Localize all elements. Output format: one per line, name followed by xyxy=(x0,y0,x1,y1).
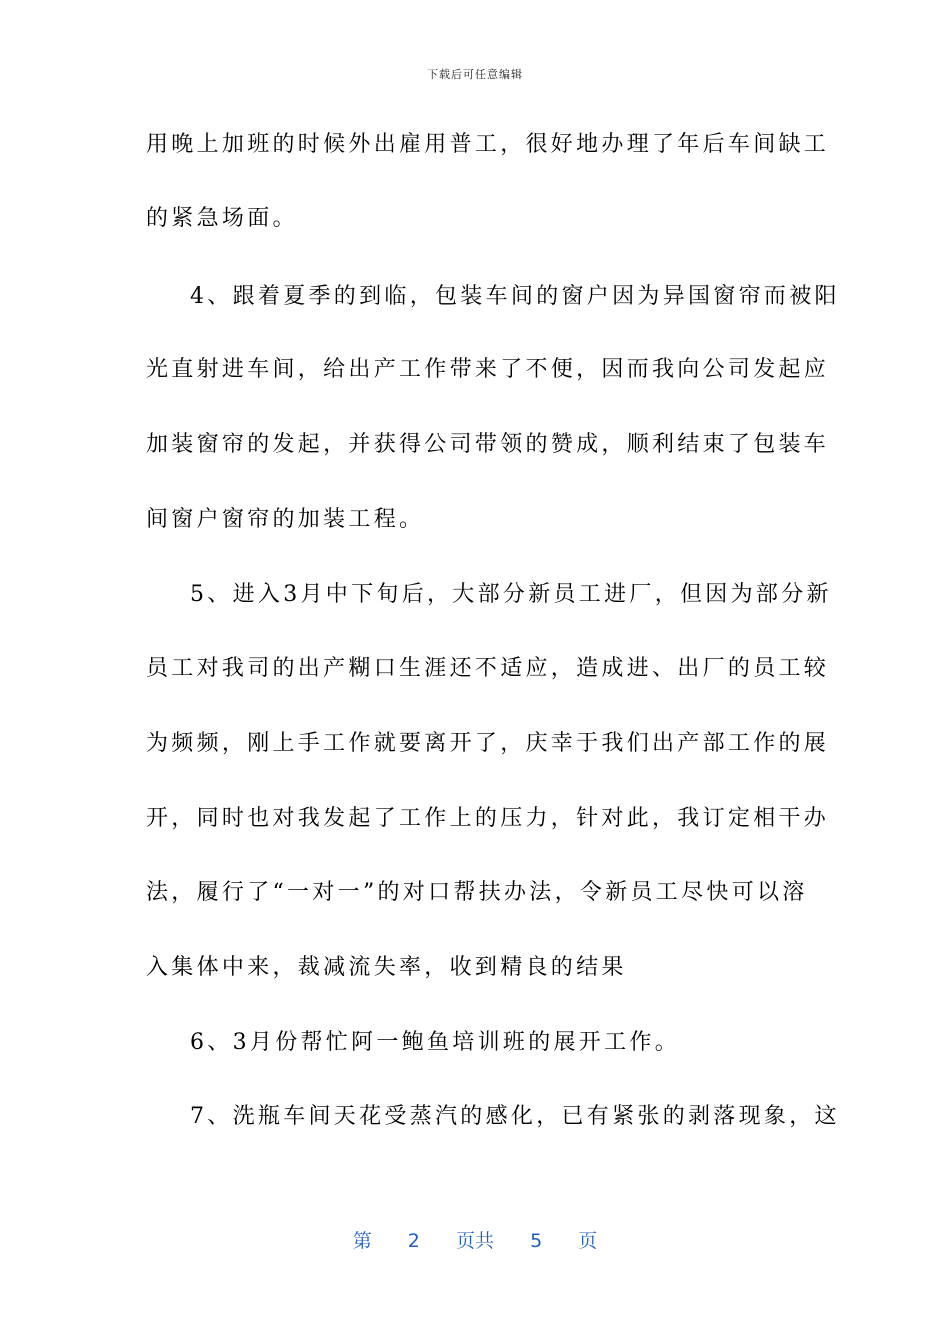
page-header: 下载后可任意编辑 xyxy=(427,68,523,81)
body-line: 法，履行了“一对一”的对口帮扶办法，令新员工尽快可以溶 xyxy=(146,880,808,905)
total-pages-number: 5 xyxy=(530,1230,543,1252)
body-line: 入集体中来，裁减流失率，收到精良的结果 xyxy=(146,955,627,980)
paragraph-4-line: 4、跟着夏季的到临，包装车间的窗户因为异国窗帘而被阳 xyxy=(190,284,840,309)
current-page-number: 2 xyxy=(407,1230,420,1252)
paragraph-6-line: 6、3月份帮忙阿一鲍鱼培训班的展开工作。 xyxy=(190,1030,680,1055)
body-line: 的紧急场面。 xyxy=(146,206,298,231)
body-line: 为频频，刚上手工作就要离开了，庆幸于我们出产部工作的展 xyxy=(146,731,830,756)
body-line: 加装窗帘的发起，并获得公司带领的赞成，顺利结束了包装车 xyxy=(146,432,830,457)
page-number-footer xyxy=(0,1226,950,1253)
body-line: 间窗户窗帘的加装工程。 xyxy=(146,507,425,532)
page-label-suffix: 页 xyxy=(578,1230,598,1252)
paragraph-7-line: 7、洗瓶车间天花受蒸汽的感化，已有紧张的剥落现象，这 xyxy=(190,1104,840,1129)
body-line: 员工对我司的出产糊口生涯还不适应，造成进、出厂的员工较 xyxy=(146,656,830,681)
body-line: 用晚上加班的时候外出雇用普工，很好地办理了年后车间缺工 xyxy=(146,132,830,157)
body-line: 开，同时也对我发起了工作上的压力，针对此，我订定相干办 xyxy=(146,806,830,831)
paragraph-5-line: 5、进入3月中下旬后，大部分新员工进厂，但因为部分新 xyxy=(190,582,832,607)
body-line: 光直射进车间，给出产工作带来了不便，因而我向公司发起应 xyxy=(146,357,830,382)
page-label-prefix: 第 xyxy=(352,1230,372,1252)
page-label-mid: 页共 xyxy=(455,1230,494,1252)
